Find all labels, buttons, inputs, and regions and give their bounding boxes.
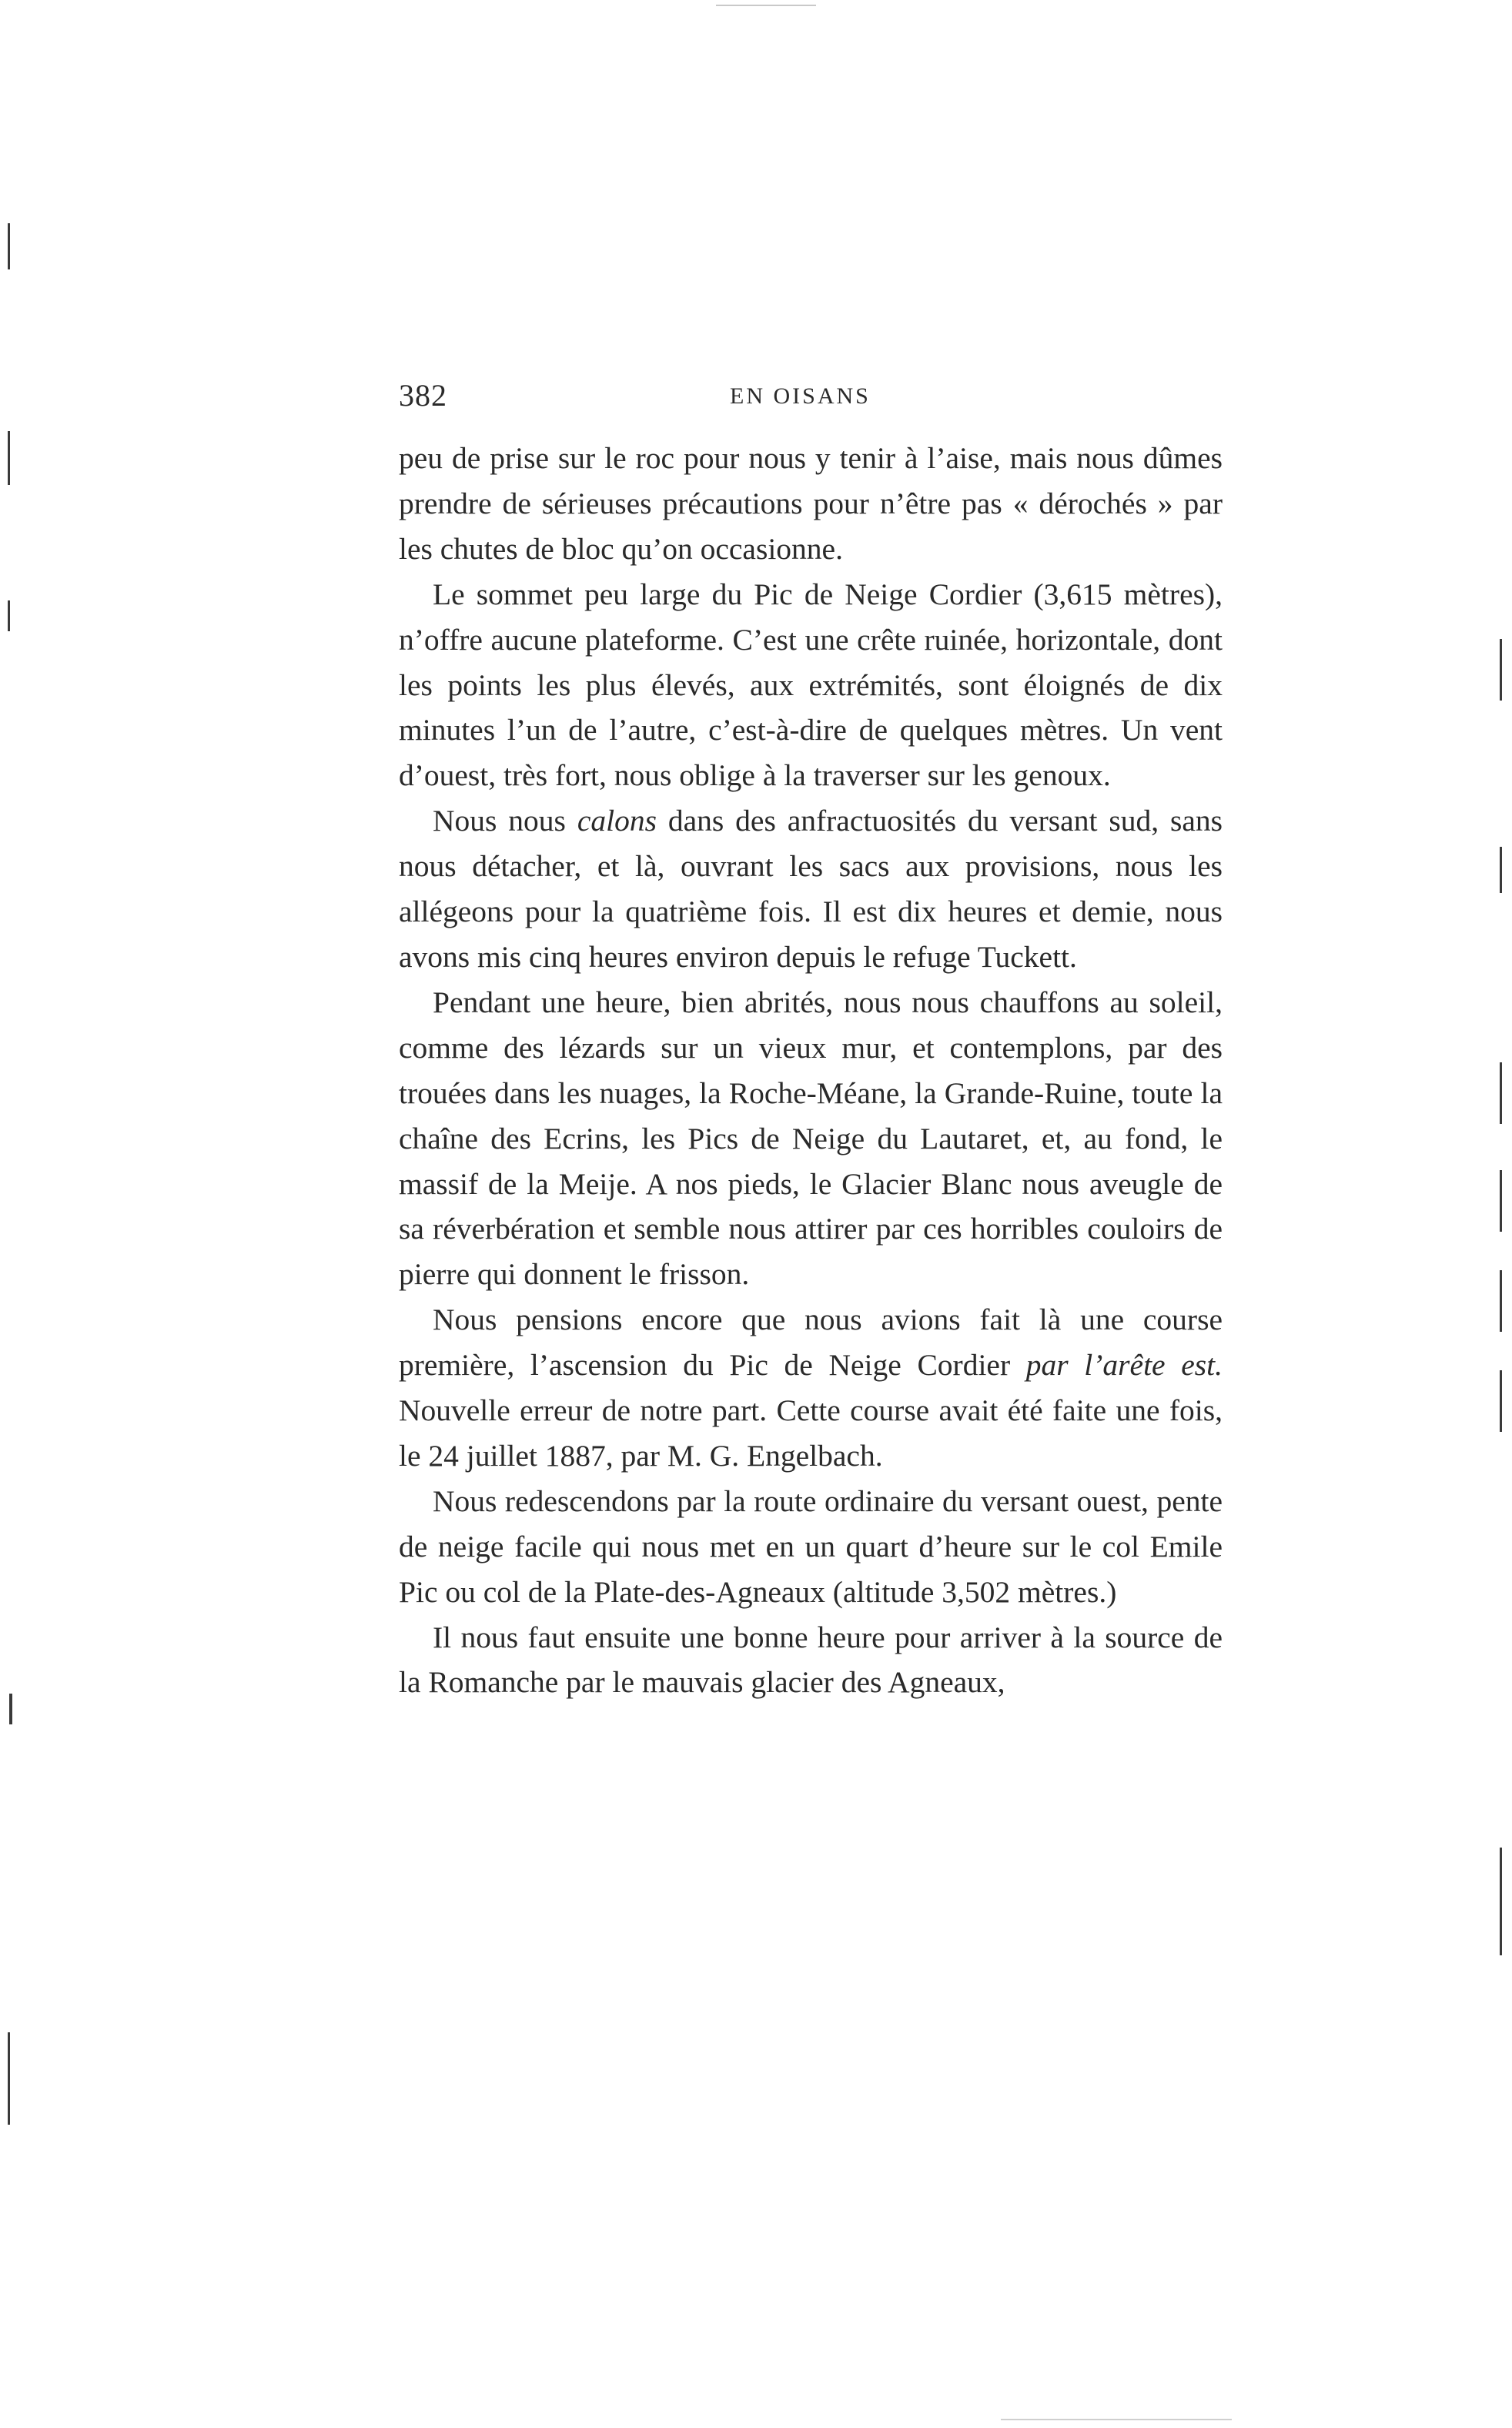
paragraph: Nous nous calons dans des anfractuosités du versant sud, sans nous détacher, et là, ouvrant les sacs aux provisions, nous les allégeons pour la quatrième fois. Il est dix heures et demie, nous avons mis cinq heures environ depuis le refuge Tuckett. <box>399 804 1223 974</box>
body-text <box>399 436 1223 1705</box>
paragraph: Nous redescendons par la route ordinaire du versant ouest, pente de neige facile qui nous met en un quart d’heure sur le col Emile Pic ou col de la Plate-des-Agneaux (altitude 3,502 mètres.) <box>399 1483 1223 1609</box>
scan-edge-line <box>1001 2419 1232 2420</box>
paragraph: Le sommet peu large du Pic de Neige Cordier (3,615 mètres), n’offre aucune plateforme. C’est une crête ruinée, horizontale, dont les points les plus élevés, aux extrémités, sont éloignés de dix minutes l’un de l’autre, c’est-à-dire de quelques mètres. Un vent d’ouest, très fort, nous oblige à la traverser sur les genoux. <box>399 577 1223 793</box>
paragraph: peu de prise sur le roc pour nous y tenir à l’aise, mais nous dûmes prendre de sérieuses précautions pour n’être pas « dérochés » par les chutes de bloc qu’on occasionne. <box>399 441 1223 566</box>
scan-mark <box>8 223 10 269</box>
scan-mark <box>1500 847 1502 893</box>
scan-mark <box>1500 1270 1502 1332</box>
page-header <box>399 377 1223 423</box>
paragraph: Il nous faut ensuite une bonne heure pour arriver à la source de la Romanche par le mauvais glacier des Agneaux, <box>399 1620 1223 1700</box>
scan-mark <box>8 600 10 631</box>
page-number: 382 <box>399 378 447 413</box>
scan-mark <box>1500 1370 1502 1432</box>
paragraph: Pendant une heure, bien abrités, nous nous chauffons au soleil, comme des lézards sur un vieux mur, et contemplons, par des trouées dans les nuages, la Roche-Méane, la Grande-Ruine, toute la chaîne des Ecrins, les Pics de Neige du Lautaret, et, au fond, le massif de la Meije. A nos pieds, le Glacier Blanc nous aveugle de sa réverbération et semble nous attirer par ces horribles couloirs de pierre qui donnent le frisson. <box>399 985 1223 1292</box>
scan-mark <box>1500 639 1502 701</box>
scan-edge-line <box>716 5 816 6</box>
running-head: EN OISANS <box>730 383 871 409</box>
scan-mark <box>1500 1062 1502 1124</box>
scan-mark <box>8 2032 10 2125</box>
scan-mark <box>8 431 10 485</box>
scan-mark <box>1500 1170 1502 1232</box>
scan-mark <box>9 1694 12 1724</box>
scan-mark <box>1500 1848 1502 1955</box>
italic-phrase: par l’arête est. <box>1025 1348 1223 1383</box>
italic-word: calons <box>577 804 657 838</box>
paragraph: Nous pensions encore que nous avions fait là une course première, l’ascension du Pic de Neige Cordier par l’arête est. Nouvelle erreur de notre part. Cette course avait été faite une fois, le 24 juillet 1887, par M. G. Engelbach. <box>399 1303 1223 1473</box>
